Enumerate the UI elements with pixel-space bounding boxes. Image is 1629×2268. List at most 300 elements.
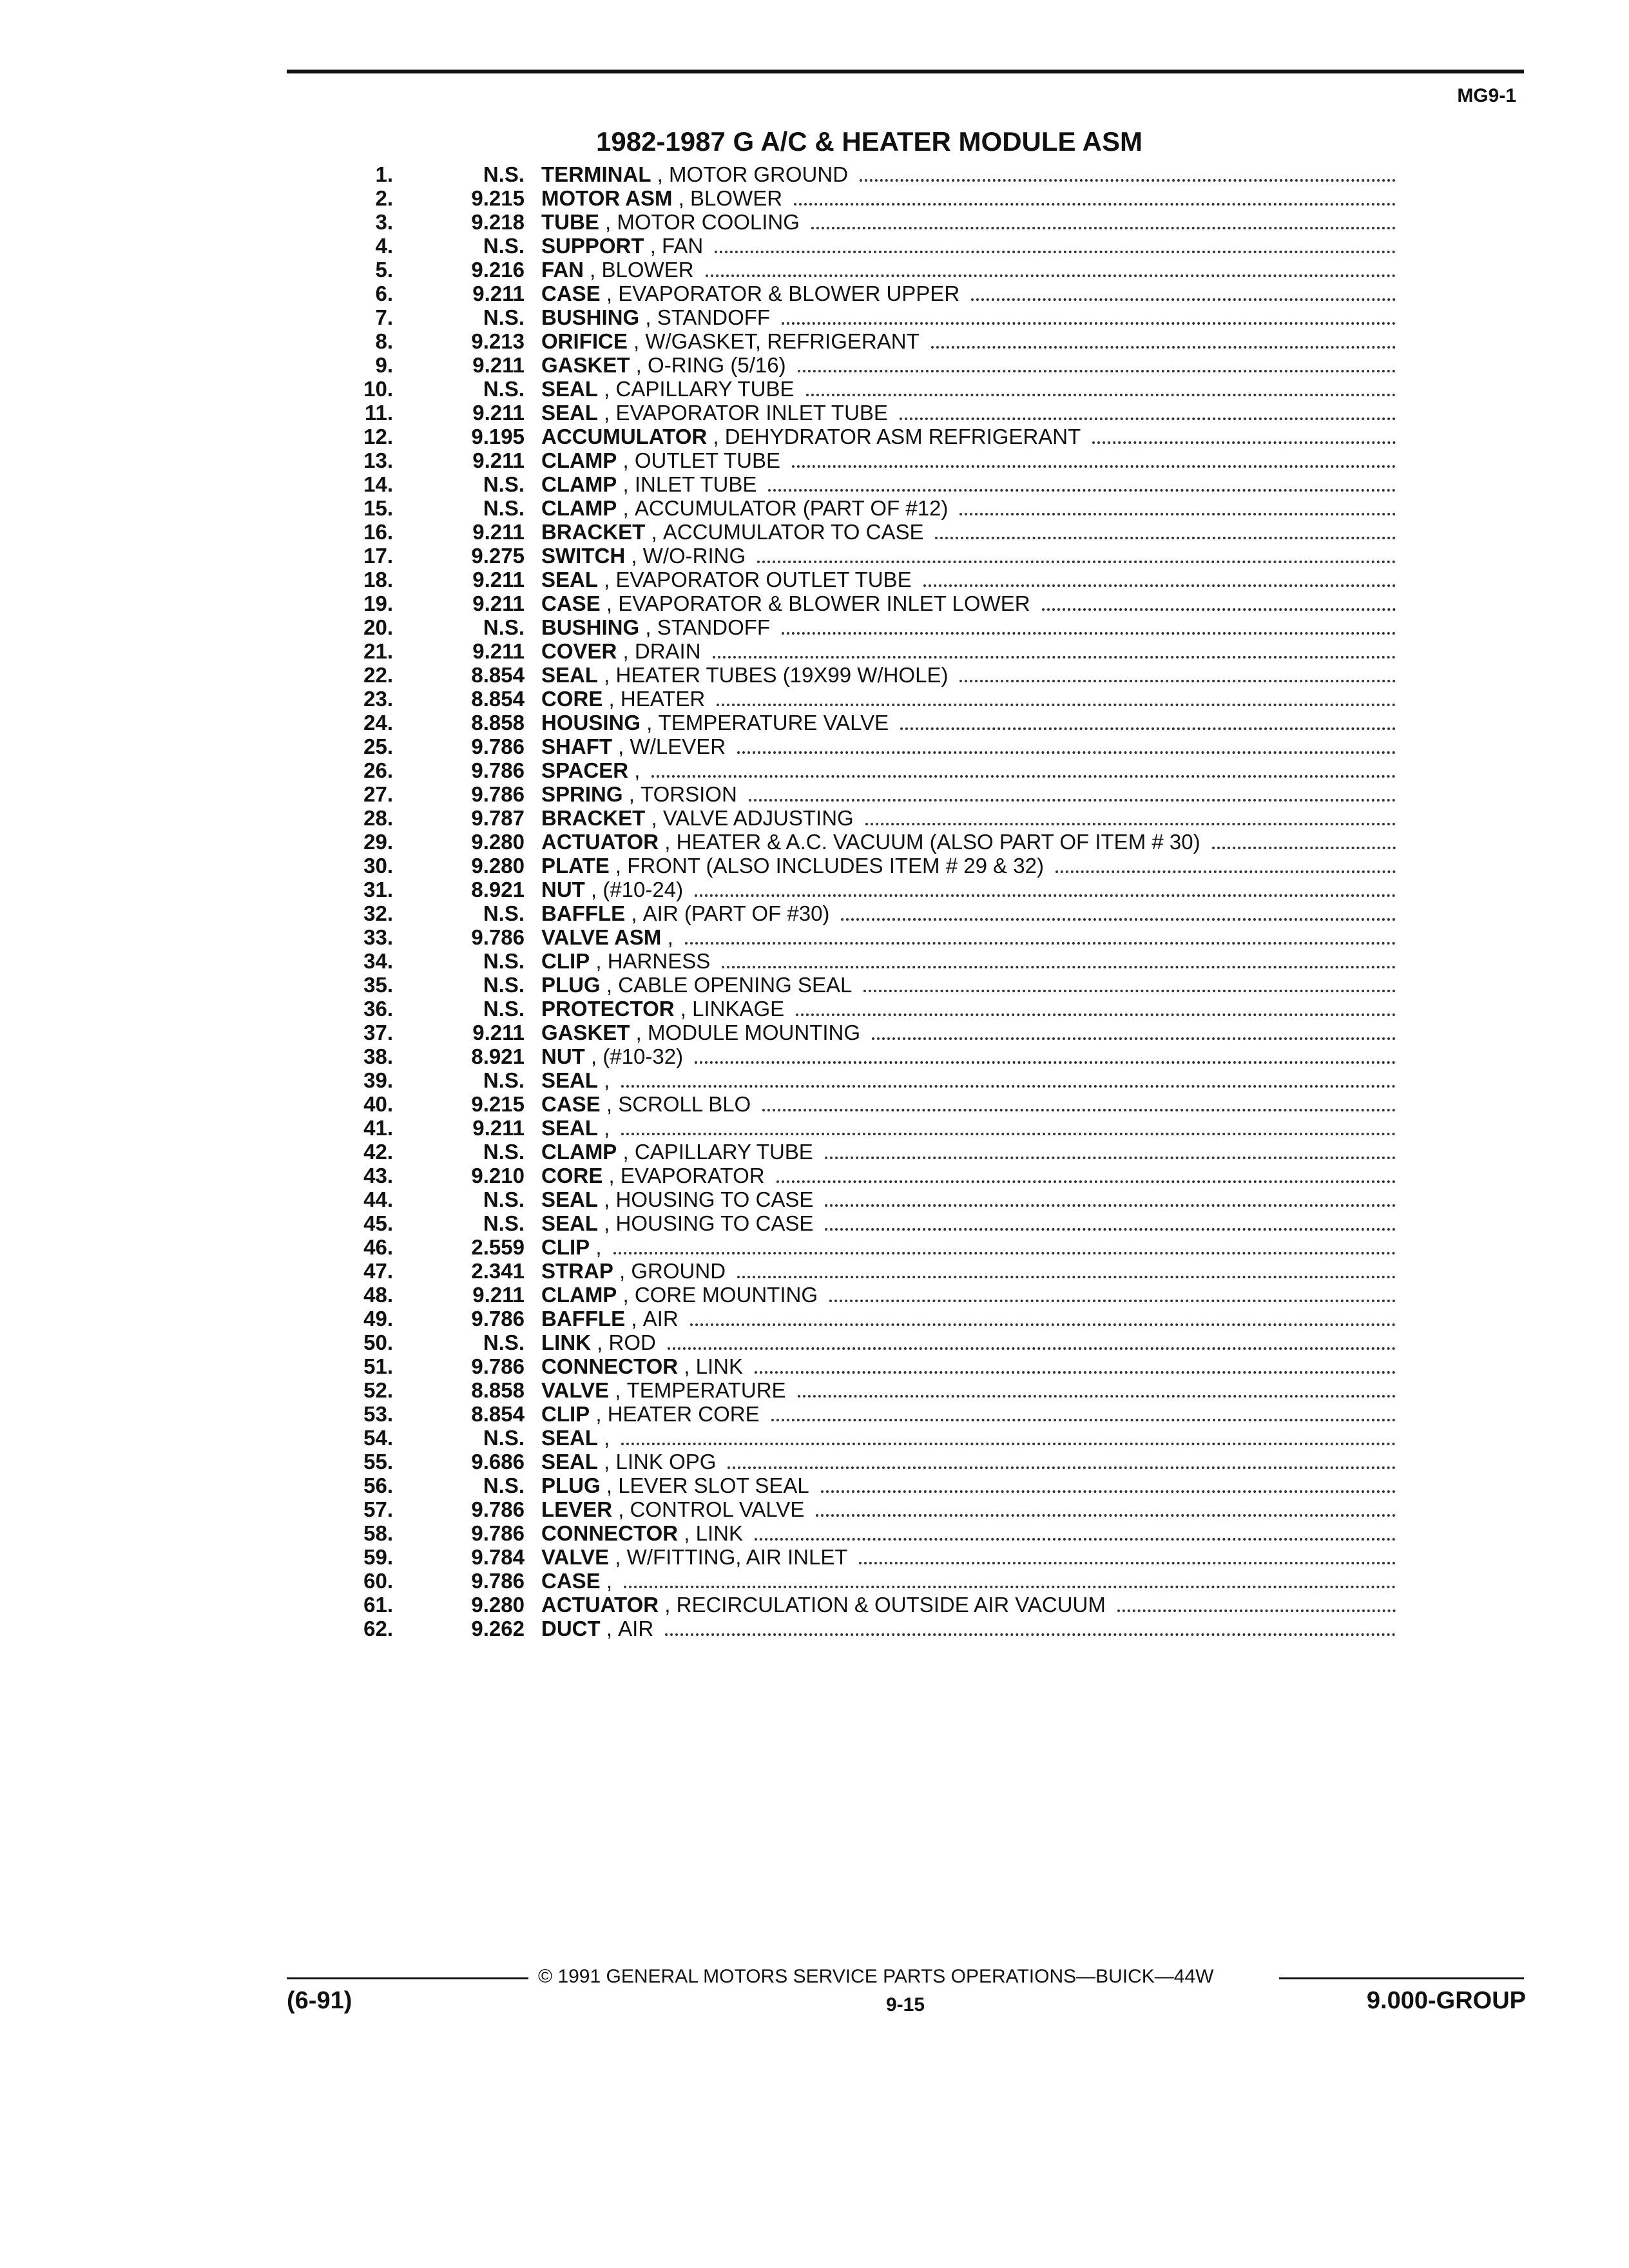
dot-leader [771,1419,1396,1421]
part-number: 50. [363,1331,393,1354]
part-name: STRAP [541,1259,613,1283]
part-number: 42. [363,1140,393,1164]
part-name: CORE [541,687,603,711]
part-separator: , [598,1187,616,1211]
part-separator: , [612,735,630,758]
part-separator: , [645,806,663,830]
part-name: VALVE [541,1545,610,1569]
part-row [342,1283,1398,1307]
part-row [342,258,1398,282]
dot-leader [806,394,1396,396]
part-description: OUTLET TUBE [634,448,781,472]
part-description: FAN [662,234,704,258]
part-name: SEAL [541,377,599,401]
part-description: AIR [642,1307,679,1331]
part-row [342,1307,1398,1331]
part-group: N.S. [483,997,525,1021]
part-row [342,448,1398,472]
part-description: HEATER & A.C. VACUUM (ALSO PART OF ITEM # 30) [676,830,1200,854]
part-group: 9.195 [471,425,525,448]
part-number: 39. [363,1068,393,1092]
part-group: 8.921 [471,1044,525,1068]
dot-leader [768,489,1396,492]
part-separator: , [598,568,616,591]
dot-leader [1117,1610,1396,1612]
part-separator: , [599,210,617,234]
part-row [342,1164,1398,1187]
part-name: CLIP [541,949,590,973]
part-separator: , [651,162,669,186]
dot-leader [621,1085,1396,1088]
dot-leader [1212,847,1396,849]
part-row [342,758,1398,782]
part-name: SEAL [541,401,599,425]
part-row [342,377,1398,401]
dot-leader [665,1633,1396,1636]
part-name: ACTUATOR [541,830,659,854]
part-description: BLOWER [601,258,694,282]
part-row [342,1402,1398,1426]
part-number: 36. [363,997,393,1021]
part-separator: , [591,1331,609,1354]
part-number: 16. [363,520,393,544]
part-description: W/FITTING, AIR INLET [626,1545,848,1569]
part-row [342,1021,1398,1044]
part-group: 2.559 [471,1235,525,1259]
part-separator: , [600,1092,619,1116]
part-number: 15. [363,496,393,520]
part-number: 3. [375,210,393,234]
part-description: MODULE MOUNTING [648,1021,861,1044]
dot-leader [722,966,1396,968]
part-description: CORE MOUNTING [634,1283,818,1307]
part-row [342,1354,1398,1378]
part-group: 9.786 [471,1354,525,1378]
part-name: SEAL [541,1426,599,1450]
part-row [342,544,1398,568]
dot-leader [717,704,1396,706]
date-code: (6-91) [287,1987,352,2014]
part-separator: , [641,711,659,735]
part-separator: , [625,544,643,568]
part-separator: , [609,1378,627,1402]
part-group: 9.784 [471,1545,525,1569]
part-row [342,639,1398,663]
part-name: LINK [541,1331,591,1354]
part-group: 8.854 [471,1402,525,1426]
part-row [342,234,1398,258]
part-row [342,210,1398,234]
part-row [342,1593,1398,1617]
dot-leader [749,799,1396,802]
part-separator: , [602,1164,621,1187]
part-row [342,1450,1398,1474]
part-separator: , [644,234,662,258]
part-description: GROUND [631,1259,726,1283]
part-separator: , [600,973,619,997]
part-row [342,711,1398,735]
part-number: 9. [375,353,393,377]
part-group: 9.211 [472,591,525,615]
dot-leader [872,1037,1396,1040]
part-separator: , [674,997,693,1021]
page-title: 1982-1987 G A/C & HEATER MODULE ASM [596,126,1142,157]
part-number: 44. [363,1187,393,1211]
part-description: TEMPERATURE [626,1378,786,1402]
part-separator: , [613,1259,631,1283]
dot-leader [715,251,1396,253]
part-description: MOTOR COOLING [617,210,800,234]
part-row [342,1569,1398,1593]
part-separator: , [600,1617,619,1640]
part-row [342,496,1398,520]
part-separator: , [590,1402,608,1426]
part-number: 25. [363,735,393,758]
part-row [342,735,1398,758]
dot-leader [825,1157,1396,1159]
part-name: HOUSING [541,711,641,735]
part-number: 62. [363,1617,393,1640]
dot-leader [776,1180,1396,1183]
part-separator: , [598,1211,616,1235]
part-name: SEAL [541,663,599,687]
part-separator: , [617,472,635,496]
part-name: NUT [541,1044,585,1068]
dot-leader [971,298,1396,301]
part-name: BAFFLE [541,1307,626,1331]
part-description: LINKAGE [692,997,785,1021]
header-rule [287,70,1524,73]
part-row [342,472,1398,496]
part-description: EVAPORATOR OUTLET TUBE [615,568,912,591]
part-group: 9.786 [471,925,525,949]
part-separator: , [602,687,621,711]
dot-leader [792,465,1396,468]
part-description: CONTROL VALVE [630,1497,805,1521]
part-row [342,973,1398,997]
part-number: 55. [363,1450,393,1474]
part-number: 24. [363,711,393,735]
part-group: N.S. [483,1140,525,1164]
part-group: 9.262 [471,1617,525,1640]
part-group: 9.211 [472,568,525,591]
part-name: TUBE [541,210,599,234]
part-name: TERMINAL [541,162,651,186]
part-group: 9.211 [472,1021,525,1044]
part-number: 33. [363,925,393,949]
part-name: BRACKET [541,520,646,544]
part-separator: , [678,1521,696,1545]
part-row [342,1331,1398,1354]
part-row [342,1211,1398,1235]
part-separator: , [590,1235,602,1259]
part-number: 18. [363,568,393,591]
dot-leader [829,1300,1396,1302]
dot-leader [755,1538,1396,1541]
part-group: N.S. [483,1187,525,1211]
part-group: 8.854 [471,687,525,711]
part-number: 21. [363,639,393,663]
part-name: MOTOR ASM [541,186,673,210]
part-separator: , [639,615,657,639]
part-row [342,687,1398,711]
part-group: 9.213 [471,329,525,353]
part-row [342,1235,1398,1259]
copyright-notice: © 1991 GENERAL MOTORS SERVICE PARTS OPERATIONS—BUICK—44W [538,1966,1214,1987]
part-row [342,806,1398,830]
part-separator: , [584,1044,603,1068]
part-group: 9.210 [471,1164,525,1187]
dot-leader [706,274,1396,277]
dot-leader [782,632,1396,635]
part-description: CAPILLARY TUBE [634,1140,813,1164]
part-group: 9.280 [471,830,525,854]
part-row [342,1140,1398,1164]
part-description: HEATER CORE [607,1402,760,1426]
part-group: 9.216 [471,258,525,282]
part-number: 1. [375,162,393,186]
dot-leader [782,322,1396,325]
part-description: DRAIN [634,639,701,663]
part-row [342,401,1398,425]
part-name: SWITCH [541,544,626,568]
dot-leader [923,584,1396,587]
part-number: 17. [363,544,393,568]
part-name: CLAMP [541,1140,617,1164]
part-separator: , [617,639,635,663]
part-row [342,568,1398,591]
part-separator: , [612,1497,630,1521]
part-description: ROD [608,1331,656,1354]
dot-leader [621,1133,1396,1135]
part-description: LEVER SLOT SEAL [618,1474,809,1497]
part-description: O-RING (5/16) [648,353,786,377]
part-group: 9.211 [472,448,525,472]
part-group: 9.786 [471,782,525,806]
part-description: CAPILLARY TUBE [615,377,795,401]
part-separator: , [598,377,616,401]
part-row [342,1497,1398,1521]
part-name: LEVER [541,1497,613,1521]
part-description: EVAPORATOR INLET TUBE [615,401,888,425]
part-separator: , [600,1569,613,1593]
part-number: 6. [375,282,393,305]
dot-leader [959,513,1396,515]
dot-leader [737,1276,1396,1278]
part-description: HEATER [620,687,706,711]
part-number: 34. [363,949,393,973]
part-number: 40. [363,1092,393,1116]
part-name: DUCT [541,1617,601,1640]
part-number: 2. [375,186,393,210]
part-row [342,1474,1398,1497]
part-number: 28. [363,806,393,830]
part-number: 5. [375,258,393,282]
part-row [342,591,1398,615]
dot-leader [1055,870,1396,873]
part-description: MOTOR GROUND [669,162,849,186]
dot-leader [859,1562,1396,1564]
part-row [342,186,1398,210]
part-name: SEAL [541,1211,599,1235]
dot-leader [935,537,1396,539]
part-number: 26. [363,758,393,782]
part-name: BUSHING [541,305,640,329]
part-separator: , [617,1140,635,1164]
part-name: CLAMP [541,496,617,520]
part-description: STANDOFF [657,615,771,639]
part-number: 8. [375,329,393,353]
part-separator: , [627,329,646,353]
part-description: LINK [695,1354,743,1378]
part-name: GASKET [541,1021,630,1044]
part-name: GASKET [541,353,630,377]
part-number: 29. [363,830,393,854]
part-description: HEATER TUBES (19X99 W/HOLE) [615,663,949,687]
part-group: 9.211 [472,1283,525,1307]
part-name: FAN [541,258,584,282]
part-description: W/LEVER [630,735,726,758]
part-row [342,878,1398,901]
part-group: 9.215 [471,186,525,210]
part-group: 9.787 [471,806,525,830]
part-number: 60. [363,1569,393,1593]
group-code: 9.000-GROUP [1366,1987,1526,2014]
part-row [342,854,1398,878]
part-description: EVAPORATOR [620,1164,765,1187]
part-group: N.S. [483,496,525,520]
part-number: 48. [363,1283,393,1307]
part-number: 7. [375,305,393,329]
part-name: SPRING [541,782,623,806]
part-description: (#10-24) [602,878,684,901]
page-number: 9-15 [886,1994,925,2015]
part-number: 61. [363,1593,393,1617]
part-number: 13. [363,448,393,472]
part-group: 9.280 [471,1593,525,1617]
part-description: LINK OPG [615,1450,717,1474]
part-group: 8.854 [471,663,525,687]
dot-leader [1092,441,1396,444]
part-separator: , [598,663,616,687]
dot-leader [621,1443,1396,1445]
part-separator: , [707,425,725,448]
part-name: ACCUMULATOR [541,425,708,448]
part-name: SEAL [541,1450,599,1474]
dot-leader [755,1371,1396,1374]
part-row [342,329,1398,353]
part-row [342,425,1398,448]
part-group: N.S. [483,949,525,973]
dot-leader [959,680,1396,682]
part-number: 56. [363,1474,393,1497]
part-group: N.S. [483,973,525,997]
part-number: 30. [363,854,393,878]
part-number: 11. [364,401,393,425]
dot-leader [816,1514,1396,1517]
part-description: DEHYDRATOR ASM REFRIGERANT [724,425,1081,448]
part-name: BUSHING [541,615,640,639]
part-separator: , [672,186,691,210]
footer-rule-right [1279,1977,1524,1979]
part-row [342,1378,1398,1402]
part-number: 59. [363,1545,393,1569]
part-description: CABLE OPENING SEAL [618,973,853,997]
part-name: CASE [541,1569,601,1593]
part-row [342,901,1398,925]
part-description: W/GASKET, REFRIGERANT [645,329,920,353]
part-name: BAFFLE [541,901,626,925]
part-row [342,1187,1398,1211]
dot-leader [728,1466,1396,1469]
part-number: 12. [363,425,393,448]
part-description: EVAPORATOR & BLOWER UPPER [618,282,960,305]
dot-leader [695,894,1396,897]
part-row [342,1259,1398,1283]
part-number: 52. [363,1378,393,1402]
part-row [342,1068,1398,1092]
part-row [342,782,1398,806]
part-separator: , [628,758,641,782]
part-row [342,520,1398,544]
part-separator: , [661,925,673,949]
part-name: CASE [541,591,601,615]
part-name: NUT [541,878,585,901]
part-name: CASE [541,1092,601,1116]
part-name: ACTUATOR [541,1593,659,1617]
part-separator: , [584,878,603,901]
part-separator: , [598,1450,616,1474]
part-separator: , [598,401,616,425]
part-description: SCROLL BLO [618,1092,751,1116]
part-group: N.S. [483,162,525,186]
part-description: AIR [618,1617,654,1640]
part-number: 19. [363,591,393,615]
part-row [342,997,1398,1021]
part-group: N.S. [483,1426,525,1450]
part-row [342,663,1398,687]
part-group: 9.211 [472,282,525,305]
part-separator: , [617,496,635,520]
part-number: 57. [363,1497,393,1521]
part-group: 9.786 [471,758,525,782]
part-name: CASE [541,282,601,305]
part-name: CLAMP [541,1283,617,1307]
dot-leader [757,561,1396,563]
part-description: ACCUMULATOR TO CASE [662,520,924,544]
part-row [342,1092,1398,1116]
part-group: N.S. [483,305,525,329]
part-row [342,1617,1398,1640]
part-group: 9.786 [471,1569,525,1593]
part-name: SHAFT [541,735,612,758]
part-description: TORSION [641,782,737,806]
part-number: 10. [363,377,393,401]
part-number: 31. [363,878,393,901]
part-separator: , [678,1354,696,1378]
dot-leader [931,346,1396,349]
part-name: SEAL [541,568,599,591]
part-group: 8.921 [471,878,525,901]
part-name: CLIP [541,1402,590,1426]
part-name: CLIP [541,1235,590,1259]
part-name: SEAL [541,1116,599,1140]
part-group: 9.211 [472,401,525,425]
part-separator: , [630,353,648,377]
part-name: SEAL [541,1068,599,1092]
part-group: 9.211 [472,520,525,544]
part-description: RECIRCULATION & OUTSIDE AIR VACUUM [676,1593,1106,1617]
